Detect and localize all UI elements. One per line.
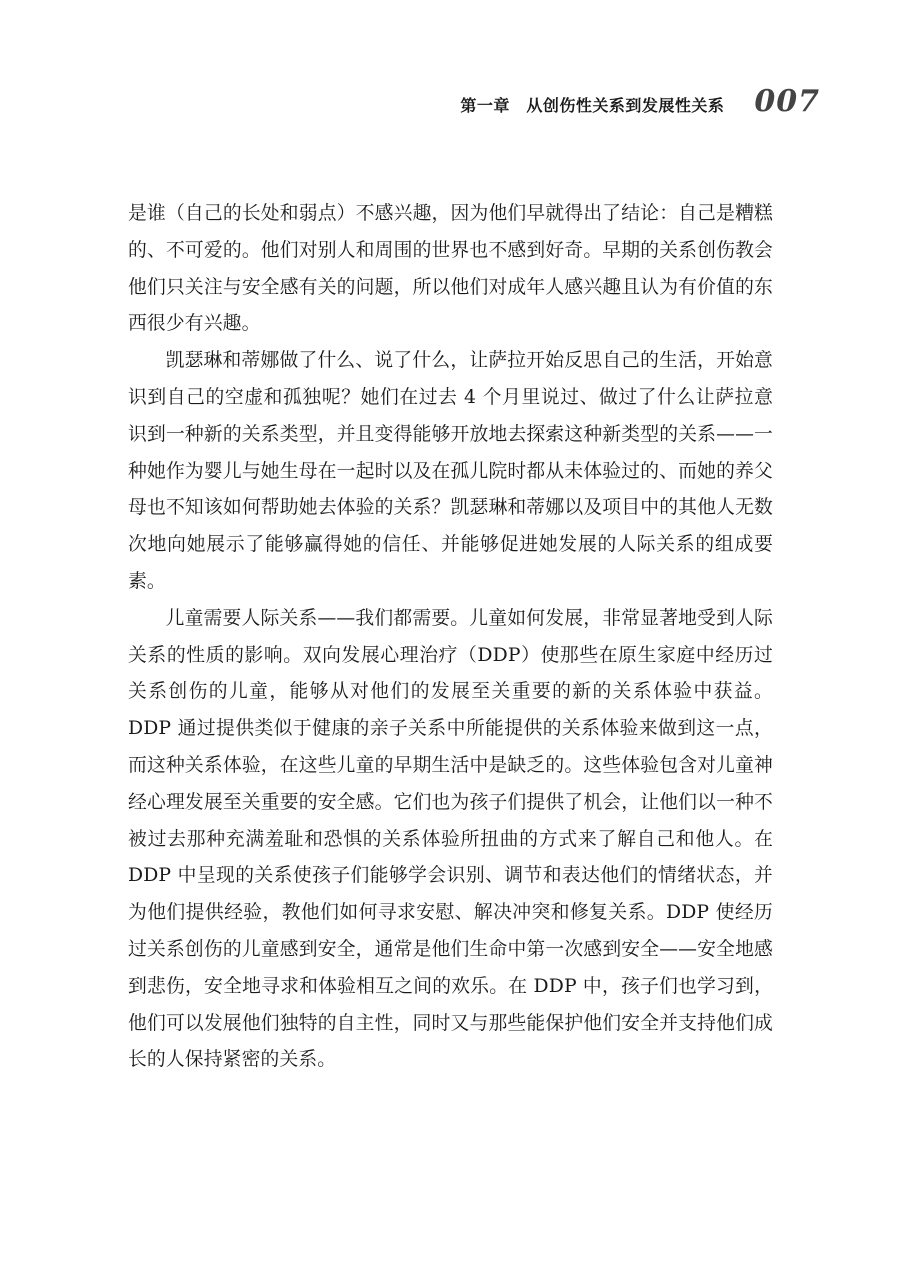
- page-number: 007: [754, 84, 820, 119]
- running-header: [460, 84, 820, 119]
- body-text: [128, 196, 773, 1079]
- paragraph-continued: 是谁（自己的长处和弱点）不感兴趣，因为他们早就得出了结论：自己是糟糕的、不可爱的。他们对别人和周围的世界也不感到好奇。早期的关系创伤教会他们只关注与安全感有关的问题，所以他们对成年人感兴趣且认为有价值的东西很少有兴趣。: [128, 203, 773, 335]
- chapter-title: 第一章 从创伤性关系到发展性关系: [460, 96, 725, 115]
- paragraph-sarah-reflection: 凯瑟琳和蒂娜做了什么、说了什么，让萨拉开始反思自己的生活，开始意识到自己的空虚和孤独呢？她们在过去 4 个月里说过、做过了什么让萨拉意识到一种新的关系类型，并且变得能够开放地去探索这种新类型的关系——一种她作为婴儿与她生母在一起时以及在孤儿院时都从未体验过的、而她的养父母也不知该如何帮助她去体验的关系？凯瑟琳和蒂娜以及项目中的其他人无数次地向她展示了能够赢得她的信任、并能够促进她发展的人际关系的组成要素。: [128, 350, 773, 592]
- paragraph-ddp-relationships: 儿童需要人际关系——我们都需要。儿童如何发展，非常显著地受到人际关系的性质的影响。双向发展心理治疗（DDP）使那些在原生家庭中经历过关系创伤的儿童，能够从对他们的发展至关重要的新的关系体验中获益。DDP 通过提供类似于健康的亲子关系中所能提供的关系体验来做到这一点，而这种关系体验，在这些儿童的早期生活中是缺乏的。这些体验包含对儿童神经心理发展至关重要的安全感。它们也为孩子们提供了机会，让他们以一种不被过去那种充满羞耻和恐惧的关系体验所扭曲的方式来了解自己和他人。在 DDP 中呈现的关系使孩子们能够学会识别、调节和表达他们的情绪状态，并为他们提供经验，教他们如何寻求安慰、解决冲突和修复关系。DDP 使经历过关系创伤的儿童感到安全，通常是他们生命中第一次感到安全——安全地感到悲伤，安全地寻求和体验相互之间的欢乐。在 DDP 中，孩子们也学习到，他们可以发展他们独特的自主性，同时又与那些能保护他们安全并支持他们成长的人保持紧密的关系。: [128, 607, 773, 1071]
